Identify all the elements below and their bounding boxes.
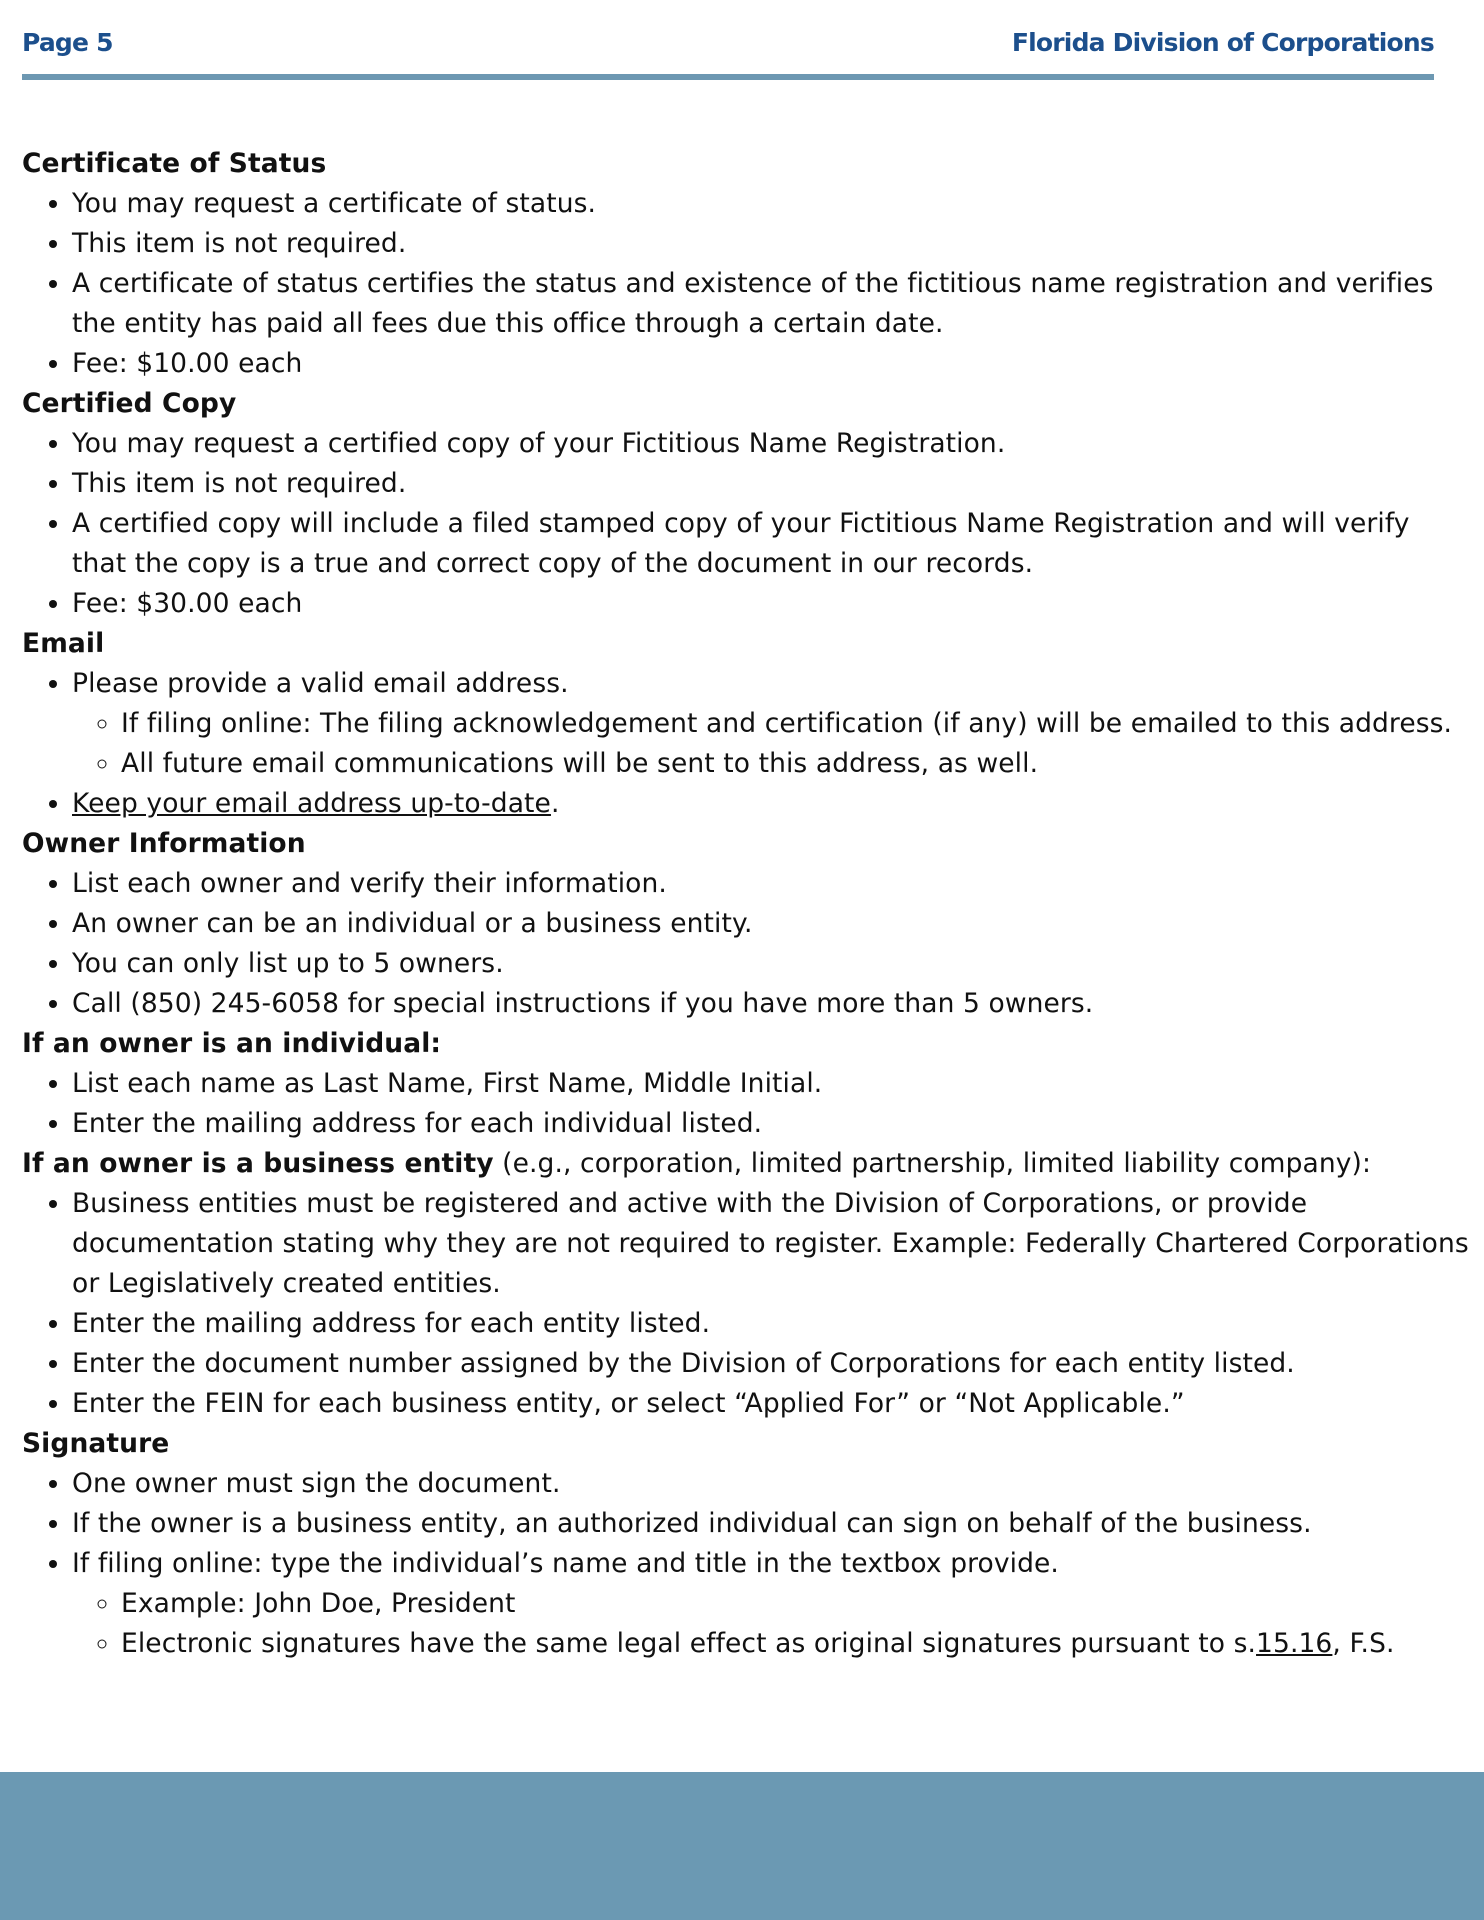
list-item-text: . xyxy=(550,788,560,819)
heading-owner-business-entity xyxy=(22,1144,1472,1184)
list-item-text: If filing online: type the individual’s name and title in the textbox provide. xyxy=(72,1548,1059,1579)
sub-list-item xyxy=(121,1624,1472,1664)
heading-owner-individual: If an owner is an individual: xyxy=(22,1028,442,1059)
list-item: • Enter the FEIN for each business entity, or select “Applied For” or “Not Applicable.” xyxy=(72,1384,1472,1424)
sub-list-item: ◦ Example: John Doe, President xyxy=(121,1584,1472,1624)
list-item: • Call (850) 245-6058 for special instructions if you have more than 5 owners. xyxy=(72,984,1472,1024)
heading-certified-copy: Certified Copy xyxy=(22,388,237,419)
list-item: • This item is not required. xyxy=(72,224,1472,264)
heading-email: Email xyxy=(22,628,105,659)
list-owner-individual xyxy=(22,1064,1472,1144)
list-item: • Enter the mailing address for each entity listed. xyxy=(72,1304,1472,1344)
list-item: • You may request a certified copy of your Fictitious Name Registration. xyxy=(72,424,1472,464)
sub-list-item: ◦ All future email communications will be sent to this address, as well. xyxy=(121,744,1472,784)
heading-owner-business-entity-bold: If an owner is a business entity xyxy=(22,1148,494,1179)
list-signature xyxy=(22,1464,1472,1664)
list-item-text: Please provide a valid email address. xyxy=(72,668,569,699)
sub-list-item-text: , F.S. xyxy=(1332,1628,1395,1659)
list-item: • One owner must sign the document. xyxy=(72,1464,1472,1504)
list-item: • You can only list up to 5 owners. xyxy=(72,944,1472,984)
sublist-signature xyxy=(72,1584,1472,1664)
sublist-email xyxy=(72,704,1472,784)
header-divider xyxy=(22,74,1434,80)
list-item: • Business entities must be registered and active with the Division of Corporations, or provide documentation stating why they are not required to register. Example: Federally Chartered Corporations or Legislatively created entities. xyxy=(72,1184,1472,1304)
list-item xyxy=(72,1544,1472,1664)
heading-signature: Signature xyxy=(22,1428,170,1459)
list-item: • Fee: $30.00 each xyxy=(72,584,1472,624)
list-item xyxy=(72,784,1472,824)
statute-15-16-link[interactable]: 15.16 xyxy=(1256,1628,1333,1659)
keep-email-updated-link[interactable]: Keep your email address up-to-date xyxy=(72,788,551,819)
organization-name: Florida Division of Corporations xyxy=(1011,28,1434,57)
list-item: • List each owner and verify their information. xyxy=(72,864,1472,904)
list-item: • If the owner is a business entity, an authorized individual can sign on behalf of the business. xyxy=(72,1504,1472,1544)
list-item xyxy=(72,664,1472,784)
list-email xyxy=(22,664,1472,824)
heading-owner-business-entity-rest: (e.g., corporation, limited partnership, limited liability company): xyxy=(493,1148,1372,1179)
list-item: • List each name as Last Name, First Name, Middle Initial. xyxy=(72,1064,1472,1104)
sub-list-item: ◦ If filing online: The filing acknowledgement and certification (if any) will be emailed to this address. xyxy=(121,704,1472,744)
list-owner-business-entity xyxy=(22,1184,1472,1424)
sub-list-item-text: Electronic signatures have the same legal effect as original signatures pursuant to s. xyxy=(121,1628,1257,1659)
list-owner-information xyxy=(22,864,1472,1024)
list-item: • An owner can be an individual or a business entity. xyxy=(72,904,1472,944)
list-item: • You may request a certificate of status. xyxy=(72,184,1472,224)
list-item: • Enter the document number assigned by the Division of Corporations for each entity listed. xyxy=(72,1344,1472,1384)
page-header xyxy=(22,28,1434,68)
page-number: Page 5 xyxy=(22,28,113,57)
list-item: • Enter the mailing address for each individual listed. xyxy=(72,1104,1472,1144)
heading-owner-information: Owner Information xyxy=(22,828,306,859)
list-certified-copy xyxy=(22,424,1472,624)
list-item: • A certificate of status certifies the status and existence of the fictitious name registration and verifies the entity has paid all fees due this office through a certain date. xyxy=(72,264,1472,344)
heading-certificate-of-status: Certificate of Status xyxy=(22,148,327,179)
footer-band xyxy=(0,1772,1484,1920)
list-certificate-of-status xyxy=(22,184,1472,384)
list-item: • This item is not required. xyxy=(72,464,1472,504)
list-item: • Fee: $10.00 each xyxy=(72,344,1472,384)
list-item: • A certified copy will include a filed stamped copy of your Fictitious Name Registration and will verify that the copy is a true and correct copy of the document in our records. xyxy=(72,504,1472,584)
document-body xyxy=(22,144,1472,1664)
